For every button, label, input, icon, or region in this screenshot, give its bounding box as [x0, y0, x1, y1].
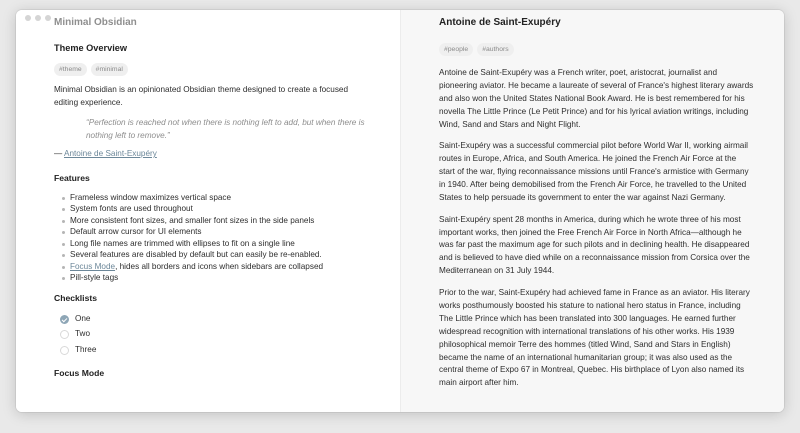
list-item: System fonts are used throughout — [54, 203, 366, 215]
close-window-button[interactable] — [25, 15, 31, 21]
checklist-label: Two — [75, 329, 91, 339]
intro-paragraph: Minimal Obsidian is an opinionated Obsidian theme designed to create a focused editing experience. — [54, 85, 349, 107]
tag-minimal[interactable]: #minimal — [91, 63, 128, 76]
blockquote: “Perfection is reached not when there is nothing left to add, but when there is nothing left to remove.” — [86, 118, 365, 140]
clipped-next-line — [54, 386, 366, 392]
tag-theme[interactable]: #theme — [54, 63, 87, 76]
left-tag-list — [54, 63, 366, 76]
list-item: More consistent font sizes, and smaller font sizes in the side panels — [54, 215, 366, 227]
list-item: Frameless window maximizes vertical space — [54, 192, 366, 204]
bio-paragraph-2: Saint-Exupéry was a successful commercial pilot before World War II, working airmail routes in Europe, Africa, and South America. He joined the French Air Force at the start of the war, flying reconnaissance missions until France's armistice with Germany in 1940. After being demobilised from the French Air Force, he travelled to the United States to help persuade its government to enter the war against Nazi Germany. — [439, 141, 749, 202]
tag-people[interactable]: #people — [439, 43, 473, 56]
right-pane-title[interactable]: Antoine de Saint-Exupéry — [439, 17, 561, 28]
left-pane-title[interactable]: Minimal Obsidian — [54, 17, 137, 28]
list-item-focus-mode — [54, 261, 366, 273]
list-item: Default arrow cursor for UI elements — [54, 226, 366, 238]
checklist-item-three — [54, 342, 366, 358]
right-tag-list — [439, 43, 754, 56]
checklist-item-two — [54, 327, 366, 343]
left-note-content[interactable] — [54, 42, 366, 392]
checked-checkbox[interactable] — [60, 315, 69, 324]
bio-paragraph-4: Prior to the war, Saint-Exupéry had achieved fame in France as an aviator. His literary works posthumously boosted his stature to national hero status in France, including The Little Prince which has been translated into 300 languages. He earned further widespread recognition with international translations of his other works. His 1939 philosophical memoir Terre des hommes (titled Wind, Sand and Stars in English) became the name of an international humanitarian group; it was also used as the central theme of Expo 67 in Montreal, Quebec. His birthplace of Lyon also named its main airport after him. — [439, 287, 750, 388]
focus-mode-description: , hides all borders and icons when sidebars are collapsed — [115, 261, 324, 271]
checklist — [54, 311, 366, 358]
list-item: Several features are disabled by default but can easily be re-enabled. — [54, 249, 366, 261]
minimize-window-button[interactable] — [35, 15, 41, 21]
bio-paragraph-3: Saint-Exupéry spent 28 months in America, during which he wrote three of his most important works, then joined the Free French Air Force in North Africa—although he was far past the maximum age for such pilots and in declining health. He disappeared and is believed to have died while on a reconnaissance mission from Corsica over the Mediterranean on 31 July 1944. — [439, 214, 750, 276]
right-editor-pane[interactable] — [400, 10, 784, 412]
focus-mode-heading: Focus Mode — [54, 367, 105, 378]
bio-paragraph-1: Antoine de Saint-Exupéry was a French writer, poet, aristocrat, journalist and pioneering aviator. He became a laureate of several of France's highest literary awards and also won the United States National Book Award. He is best remembered for his novella The Little Prince (Le Petit Prince) and for his lyrical aviation writings, including Wind, Sand and Stars and Night Flight. — [439, 68, 754, 129]
list-item: Pill-style tags — [54, 272, 366, 284]
checklists-heading: Checklists — [54, 292, 97, 303]
maximize-window-button[interactable] — [45, 15, 51, 21]
unchecked-checkbox[interactable] — [60, 330, 69, 339]
attribution-link[interactable]: Antoine de Saint-Exupéry — [64, 149, 157, 159]
right-note-content[interactable] — [439, 43, 754, 399]
unchecked-checkbox[interactable] — [60, 346, 69, 355]
features-heading: Features — [54, 173, 90, 184]
quote-attribution — [54, 148, 366, 160]
tag-authors[interactable]: #authors — [477, 43, 513, 56]
left-editor-pane[interactable] — [16, 10, 400, 412]
theme-overview-heading: Theme Overview — [54, 43, 128, 53]
app-window — [16, 10, 784, 412]
window-controls — [25, 15, 51, 21]
features-list — [54, 192, 366, 284]
checklist-label: One — [75, 313, 91, 323]
focus-mode-link[interactable]: Focus Mode — [70, 261, 116, 271]
list-item: Long file names are trimmed with ellipses to fit on a single line — [54, 238, 366, 250]
checklist-item-one — [54, 311, 366, 327]
checklist-label: Three — [75, 344, 97, 354]
attribution-prefix: — — [54, 149, 65, 159]
